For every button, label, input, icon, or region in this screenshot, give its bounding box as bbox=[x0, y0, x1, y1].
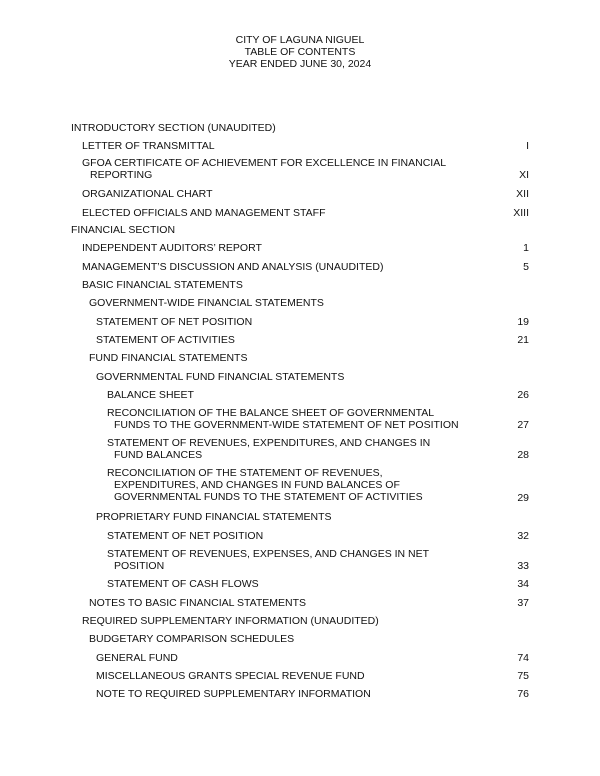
toc-entry[interactable] bbox=[82, 261, 383, 273]
toc-entry[interactable] bbox=[107, 548, 429, 572]
toc-title: GFOA CERTIFICATE OF ACHIEVEMENT FOR EXCELLENCE IN FINANCIAL bbox=[82, 157, 447, 169]
toc-title: BUDGETARY COMPARISON SCHEDULES bbox=[89, 633, 295, 645]
toc-title: FINANCIAL SECTION bbox=[71, 224, 176, 236]
toc-entry[interactable] bbox=[107, 407, 459, 431]
toc-title: NOTES TO BASIC FINANCIAL STATEMENTS bbox=[89, 597, 307, 609]
toc-subsection bbox=[82, 615, 379, 627]
toc-page-number: XII bbox=[516, 188, 529, 200]
toc-subsection bbox=[96, 371, 344, 383]
toc-entry[interactable] bbox=[82, 242, 262, 254]
toc-title: STATEMENT OF CASH FLOWS bbox=[107, 578, 259, 590]
toc-page-number: XIII bbox=[513, 207, 529, 219]
toc-entry[interactable] bbox=[107, 530, 263, 542]
toc-title-continued: EXPENDITURES, AND CHANGES IN FUND BALANCES OF bbox=[114, 479, 400, 491]
toc-title: STATEMENT OF REVENUES, EXPENSES, AND CHANGES IN NET bbox=[107, 548, 430, 560]
toc-title: MISCELLANEOUS GRANTS SPECIAL REVENUE FUND bbox=[96, 670, 365, 682]
toc-page-number: 5 bbox=[523, 261, 529, 273]
toc-subsection bbox=[96, 511, 332, 523]
toc-entry[interactable] bbox=[89, 597, 306, 609]
toc-entry[interactable] bbox=[82, 188, 213, 200]
toc-entry[interactable] bbox=[107, 437, 430, 461]
toc-subsection bbox=[89, 352, 247, 364]
toc-page-number: XI bbox=[519, 169, 529, 181]
toc-title: GOVERNMENTAL FUND FINANCIAL STATEMENTS bbox=[96, 371, 345, 383]
toc-entry[interactable] bbox=[96, 334, 235, 346]
toc-entry[interactable] bbox=[82, 157, 446, 181]
toc-page-number: 27 bbox=[517, 419, 529, 431]
toc-title: BASIC FINANCIAL STATEMENTS bbox=[82, 279, 243, 291]
toc-title-continued: REPORTING bbox=[90, 169, 153, 181]
toc-entry[interactable] bbox=[107, 578, 259, 590]
toc-title: STATEMENT OF REVENUES, EXPENDITURES, AND CHANGES IN bbox=[107, 437, 431, 449]
toc-title-continued: FUND BALANCES bbox=[114, 449, 203, 461]
toc-title: BALANCE SHEET bbox=[107, 389, 194, 401]
toc-title: FUND FINANCIAL STATEMENTS bbox=[89, 352, 248, 364]
toc-title: GENERAL FUND bbox=[96, 652, 178, 664]
toc-title: STATEMENT OF NET POSITION bbox=[96, 316, 253, 328]
toc-section-introductory bbox=[71, 122, 276, 134]
toc-page-number: 34 bbox=[517, 578, 529, 590]
toc-subsection bbox=[89, 297, 324, 309]
toc-entry[interactable] bbox=[82, 140, 215, 152]
toc-page-number: 74 bbox=[517, 652, 529, 664]
toc-entry[interactable] bbox=[96, 670, 365, 682]
toc-entry[interactable] bbox=[82, 207, 325, 219]
toc-title-continued: GOVERNMENTAL FUNDS TO THE STATEMENT OF ACTIVITIES bbox=[114, 491, 423, 503]
toc-entry[interactable] bbox=[107, 467, 423, 503]
toc-page-number: 33 bbox=[517, 560, 529, 572]
toc-title: NOTE TO REQUIRED SUPPLEMENTARY INFORMATION bbox=[96, 688, 371, 700]
toc-title-continued: FUNDS TO THE GOVERNMENT-WIDE STATEMENT OF NET POSITION bbox=[114, 419, 459, 431]
city-name: CITY OF LAGUNA NIGUEL bbox=[235, 34, 365, 46]
toc-title: INTRODUCTORY SECTION (UNAUDITED) bbox=[71, 122, 276, 134]
toc-title: ORGANIZATIONAL CHART bbox=[82, 188, 213, 200]
toc-title: INDEPENDENT AUDITORS’ REPORT bbox=[82, 242, 262, 254]
toc-title: RECONCILIATION OF THE BALANCE SHEET OF GOVERNMENTAL bbox=[107, 407, 435, 419]
toc-page-number: 37 bbox=[517, 597, 529, 609]
toc-title: STATEMENT OF NET POSITION bbox=[107, 530, 264, 542]
toc-subsection bbox=[82, 279, 243, 291]
toc-entry[interactable] bbox=[96, 652, 178, 664]
toc-entry[interactable] bbox=[96, 316, 252, 328]
toc-page-number: 1 bbox=[523, 242, 529, 254]
toc-section-financial bbox=[71, 224, 175, 236]
toc-page-number: 26 bbox=[517, 389, 529, 401]
toc-title: LETTER OF TRANSMITTAL bbox=[82, 140, 215, 152]
toc-title: RECONCILIATION OF THE STATEMENT OF REVENUES, bbox=[107, 467, 383, 479]
toc-title: STATEMENT OF ACTIVITIES bbox=[96, 334, 235, 346]
toc-title-continued: POSITION bbox=[114, 560, 165, 572]
toc-page-number: I bbox=[526, 140, 529, 152]
toc-page-number: 76 bbox=[517, 688, 529, 700]
toc-page-number: 29 bbox=[517, 492, 529, 504]
toc-page-number: 75 bbox=[517, 670, 529, 682]
toc-title: MANAGEMENT’S DISCUSSION AND ANALYSIS (UNAUDITED) bbox=[82, 261, 384, 273]
toc-page-number: 28 bbox=[517, 449, 529, 461]
toc-title: PROPRIETARY FUND FINANCIAL STATEMENTS bbox=[96, 511, 332, 523]
fiscal-year: YEAR ENDED JUNE 30, 2024 bbox=[228, 58, 372, 70]
document-title: TABLE OF CONTENTS bbox=[244, 46, 356, 58]
document-header bbox=[0, 34, 600, 70]
toc-entry[interactable] bbox=[96, 688, 371, 700]
toc-page-number: 32 bbox=[517, 530, 529, 542]
toc-subsection bbox=[89, 633, 294, 645]
toc-entry[interactable] bbox=[107, 389, 194, 401]
toc-title: REQUIRED SUPPLEMENTARY INFORMATION (UNAUDITED) bbox=[82, 615, 379, 627]
toc-page-number: 21 bbox=[517, 334, 529, 346]
toc-page-number: 19 bbox=[517, 316, 529, 328]
toc-title: ELECTED OFFICIALS AND MANAGEMENT STAFF bbox=[82, 207, 326, 219]
toc-title: GOVERNMENT-WIDE FINANCIAL STATEMENTS bbox=[89, 297, 324, 309]
